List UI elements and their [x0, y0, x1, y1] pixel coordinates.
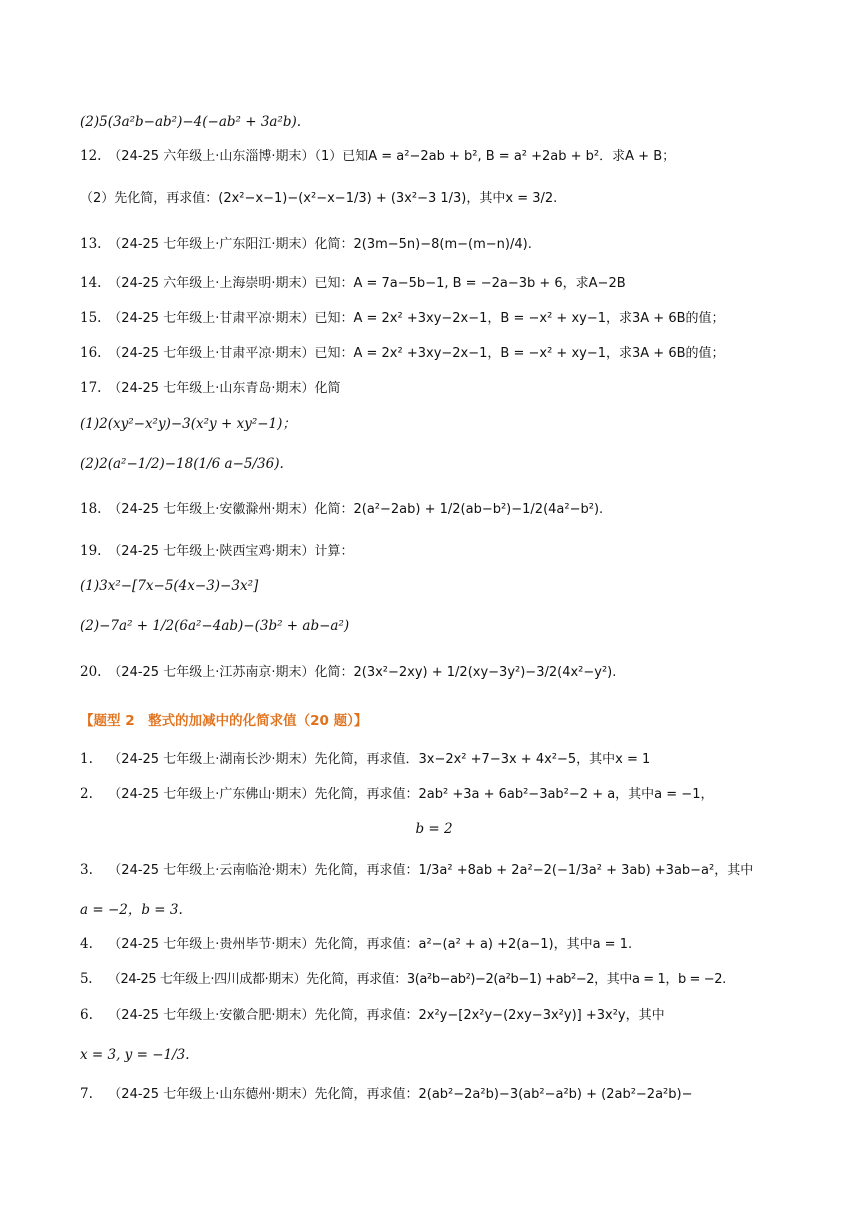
- problem-number: 17.: [80, 380, 102, 396]
- problem-number: 2.: [80, 786, 93, 802]
- problem-number: 15.: [80, 310, 102, 326]
- formula: (2)2(a²−1/2)−18(1/6 a−5/36).: [80, 456, 284, 472]
- problem-body: 先化简，再求值：2x²y−[2x²y−(2xy−3x²y)] +3x²y，其中: [314, 1008, 665, 1023]
- problem-number: 19.: [80, 543, 102, 559]
- problem-source: （24-25 七年级上·山东德州·期末）: [108, 1087, 315, 1102]
- problem-source: （24-25 七年级上·江苏南京·期末）: [108, 665, 315, 680]
- problem-13: [80, 233, 806, 256]
- problem-number: 12.: [80, 148, 102, 164]
- problem-12-part-2: [80, 187, 806, 210]
- problem-body: 化简: [314, 381, 341, 396]
- problem-12: [80, 145, 806, 168]
- problem-source: （24-25 七年级上·山东青岛·期末）: [108, 381, 315, 396]
- formula: (2)−7a² + 1/2(6a²−4ab)−(3b² + ab−a²): [80, 618, 350, 634]
- question-1: [80, 748, 806, 771]
- problem-body: 先化简，再求值．3x−2x² +7−3x + 4x²−5，其中x = 1: [314, 752, 651, 767]
- problem-source: （24-25 六年级上·山东淄博·期末）: [108, 149, 315, 164]
- problem-source: （24-25 六年级上·上海崇明·期末）: [108, 276, 315, 291]
- problem-body: 先化简，再求值：2(ab²−2a²b)−3(ab²−a²b) + (2ab²−2a²b)−: [314, 1087, 693, 1102]
- problem-number: 3.: [80, 862, 93, 878]
- problem-body: 已知：A = 7a−5b−1, B = −2a−3b + 6，求A−2B: [314, 276, 626, 291]
- problem-20: [80, 661, 806, 684]
- problem-17-part-2: [80, 453, 806, 475]
- problem-body: 先化简，再求值：3(a²b−ab²)−2(a²b−1) +ab²−2，其中a = 1，b = −2.: [306, 972, 726, 987]
- problem-source: （24-25 七年级上·云南临沧·期末）: [108, 863, 315, 878]
- problem-source: （24-25 七年级上·湖南长沙·期末）: [108, 752, 315, 767]
- problem-number: 4.: [80, 936, 93, 952]
- problem-source: （24-25 七年级上·广东佛山·期末）: [108, 787, 315, 802]
- problem-source: （24-25 七年级上·陕西宝鸡·期末）: [108, 544, 315, 559]
- question-7: [80, 1083, 806, 1106]
- problem-body: 先化简，再求值：2ab² +3a + 6ab²−3ab²−2 + a，其中a = −1，: [314, 787, 714, 802]
- problem-19-part-1: [80, 575, 806, 597]
- problem-body: 化简：2(3m−5n)−8(m−(m−n)/4).: [314, 237, 532, 252]
- problem-number: 16.: [80, 345, 102, 361]
- problem-source: （24-25 七年级上·安徽合肥·期末）: [108, 1008, 315, 1023]
- problem-19: [80, 540, 806, 563]
- problem-17-part-1: [80, 413, 806, 435]
- formula: a = −2，b = 3.: [80, 902, 183, 918]
- problem-16: [80, 342, 806, 365]
- problem-14: [80, 272, 806, 295]
- problem-body: （1）已知A = a²−2ab + b², B = a² +2ab + b²．求A + B；: [314, 149, 676, 164]
- problem-body: 化简：2(3x²−2xy) + 1/2(xy−3y²)−3/2(4x²−y²).: [314, 665, 617, 680]
- problem-17: [80, 377, 806, 400]
- problem-source: （24-25 七年级上·四川成都·期末）: [107, 972, 307, 987]
- problem-body: 已知：A = 2x² +3xy−2x−1，B = −x² + xy−1，求3A + 6B的值；: [314, 346, 725, 361]
- problem-source: （24-25 七年级上·甘肃平凉·期末）: [108, 311, 315, 326]
- problem-source: （24-25 七年级上·甘肃平凉·期末）: [108, 346, 315, 361]
- problem-number: 7.: [80, 1086, 93, 1102]
- problem-number: 1.: [80, 751, 93, 767]
- question-5: [80, 968, 806, 991]
- question-6-cont: [80, 1044, 806, 1066]
- problem-body: 化简：2(a²−2ab) + 1/2(ab−b²)−1/2(4a²−b²).: [314, 502, 604, 517]
- problem-15: [80, 307, 806, 330]
- problem-18: [80, 498, 806, 521]
- formula: (1)2(xy²−x²y)−3(x²y + xy²−1)；: [80, 416, 296, 432]
- problem-number: 13.: [80, 236, 102, 252]
- section-heading: 【题型 2 整式的加减中的化简求值（20 题）】: [80, 713, 368, 729]
- problem-body: （2）先化简，再求值：(2x²−x−1)−(x²−x−1/3) + (3x²−3 1/3)，其中x = 3/2.: [80, 191, 558, 206]
- question-3: [80, 859, 806, 882]
- formula: b = 2: [415, 821, 453, 837]
- problem-body: 先化简，再求值：1/3a² +8ab + 2a²−2(−1/3a² + 3ab) +3ab−a²，其中: [314, 863, 754, 878]
- problem-number: 5.: [80, 971, 93, 987]
- problem-source: （24-25 七年级上·贵州毕节·期末）: [108, 937, 315, 952]
- problem-11-part-2: [80, 111, 806, 133]
- problem-body: 计算：: [314, 544, 354, 559]
- formula: x = 3, y = −1/3.: [80, 1047, 190, 1063]
- question-4: [80, 933, 806, 956]
- question-2: [80, 783, 806, 806]
- problem-number: 6.: [80, 1007, 93, 1023]
- question-3-cont: [80, 899, 806, 921]
- question-6: [80, 1004, 806, 1027]
- problem-number: 14.: [80, 275, 102, 291]
- question-2-cont: [80, 818, 788, 840]
- problem-body: 先化简，再求值：a²−(a² + a) +2(a−1)，其中a = 1.: [314, 937, 633, 952]
- formula: (1)3x²−[7x−5(4x−3)−3x²]: [80, 578, 259, 594]
- problem-source: （24-25 七年级上·广东阳江·期末）: [108, 237, 315, 252]
- formula: (2)5(3a²b−ab²)−4(−ab² + 3a²b).: [80, 114, 302, 130]
- problem-19-part-2: [80, 615, 806, 637]
- problem-number: 20.: [80, 664, 102, 680]
- problem-body: 已知：A = 2x² +3xy−2x−1，B = −x² + xy−1，求3A + 6B的值；: [314, 311, 725, 326]
- problem-number: 18.: [80, 501, 102, 517]
- problem-source: （24-25 七年级上·安徽滁州·期末）: [108, 502, 315, 517]
